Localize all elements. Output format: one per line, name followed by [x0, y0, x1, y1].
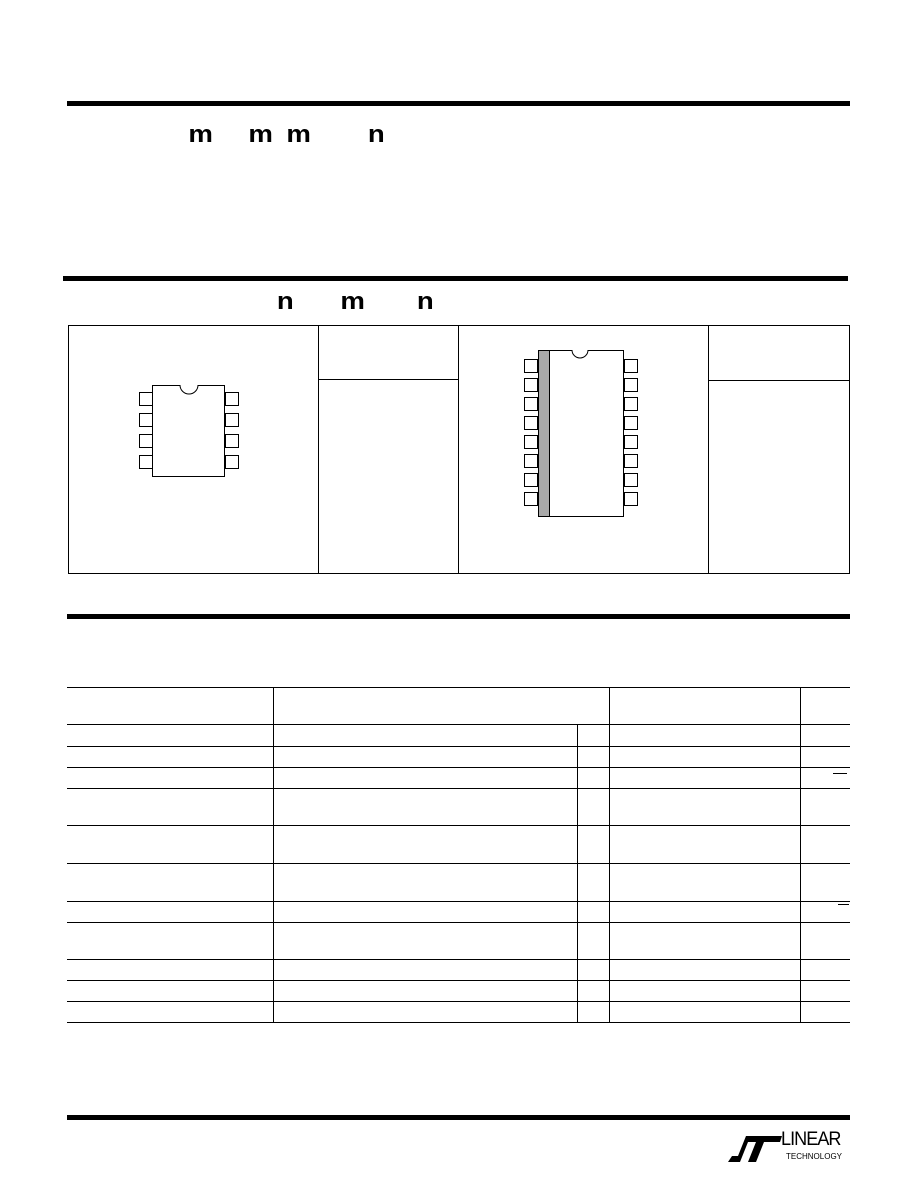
- table-row-rule: [67, 959, 850, 960]
- table-row-rule: [67, 767, 850, 768]
- table-rule-bottom: [67, 1022, 850, 1023]
- section-1-glyph-3: m: [286, 121, 311, 148]
- table-row-rule: [67, 825, 850, 826]
- footer-rule: [67, 1115, 850, 1120]
- section-2-glyph-3: n: [416, 288, 434, 315]
- table-rule-top: [67, 687, 850, 688]
- table-col-rule: [609, 687, 610, 1023]
- section-1-glyph-1: m: [188, 121, 213, 148]
- section-2-glyph-2: m: [340, 288, 365, 315]
- table-row-rule: [67, 922, 850, 923]
- table-row-rule: [67, 863, 850, 864]
- section-2-glyph-1: n: [276, 288, 294, 315]
- lt-logo-icon: [726, 1132, 782, 1164]
- logo-word: LINEAR: [781, 1129, 841, 1150]
- table-col-rule: [273, 687, 274, 1023]
- section-1-glyph-2: m: [248, 121, 273, 148]
- section-1-glyph-4: n: [367, 121, 385, 148]
- table-col-rule: [577, 724, 578, 1023]
- table-rule-header: [67, 724, 850, 725]
- table-row-rule: [67, 788, 850, 789]
- table-row-rule: [67, 1001, 850, 1002]
- table-row-rule: [67, 901, 850, 902]
- unit-overbar-mark: [838, 904, 849, 905]
- table-row-rule: [67, 746, 850, 747]
- table-row-rule: [67, 980, 850, 981]
- linear-technology-logo: [726, 1130, 850, 1166]
- table-col-rule: [800, 687, 801, 1023]
- logo-subword: TECHNOLOGY: [786, 1152, 843, 1161]
- unit-overbar-mark: [833, 773, 847, 774]
